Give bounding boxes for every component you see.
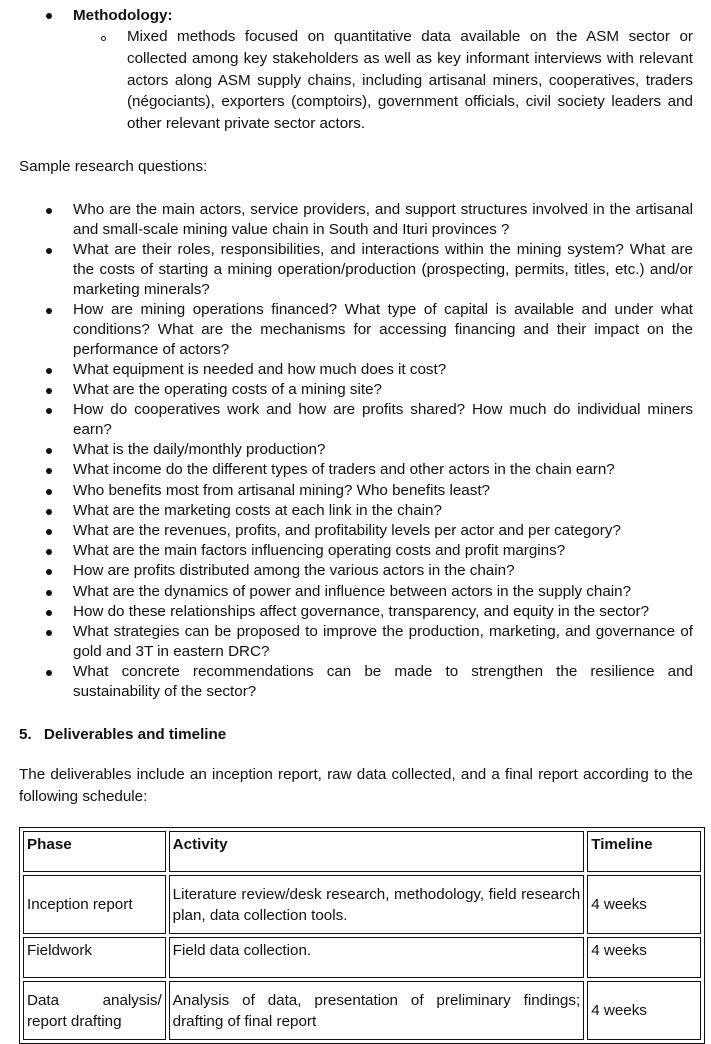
list-item: What is the daily/monthly production? bbox=[73, 441, 326, 458]
bullet-icon bbox=[46, 569, 52, 575]
cell-timeline: 4 weeks bbox=[587, 981, 701, 1040]
cell-phase: Inception report bbox=[23, 875, 166, 934]
cell-activity: Analysis of data, presentation of preliminary findings; drafting of final report bbox=[169, 981, 585, 1040]
bullet-icon bbox=[46, 13, 52, 19]
bullet-icon bbox=[46, 489, 52, 495]
cell-activity: Field data collection. bbox=[169, 937, 585, 978]
bullet-icon bbox=[46, 670, 52, 676]
header-phase: Phase bbox=[23, 831, 166, 872]
cell-phase: Data analysis/ report drafting bbox=[23, 981, 166, 1040]
list-item: What are the marketing costs at each link in the chain? bbox=[73, 502, 442, 519]
deliverables-intro: The deliverables include an inception report, raw data collected, and a final report according to the following schedule: bbox=[19, 766, 693, 805]
table-row bbox=[23, 937, 701, 978]
list-item: How are mining operations financed? What type of capital is available and under what conditions? What are the mechanisms for accessing financing and their impact on the performance of actors? bbox=[73, 301, 693, 358]
schedule-table bbox=[19, 827, 705, 1044]
cell-activity: Literature review/desk research, methodology, field research plan, data collection tools. bbox=[169, 875, 585, 934]
methodology-label: Methodology: bbox=[73, 7, 173, 24]
methodology-text: Mixed methods focused on quantitative data available on the ASM sector or collected among key stakeholders as well as key informant interviews with relevant actors along ASM supply chains, including artisanal miners, cooperatives, traders (négociants), exporters (comptoirs), government officials, civil society leaders and other relevant private sector actors. bbox=[127, 28, 693, 133]
list-item: Who benefits most from artisanal mining? Who benefits least? bbox=[73, 482, 491, 499]
list-item: What are their roles, responsibilities, and interactions within the mining system? What are the costs of starting a mining operation/production (prospecting, permits, titles, etc.) and/or marketing minerals? bbox=[73, 241, 693, 298]
list-item: What are the revenues, profits, and profitability levels per actor and per category? bbox=[73, 522, 621, 539]
bullet-icon bbox=[46, 610, 52, 616]
bullet-icon bbox=[46, 248, 52, 254]
list-item: How do cooperatives work and how are profits shared? How much do individual miners earn? bbox=[73, 401, 693, 438]
bullet-icon bbox=[46, 388, 52, 394]
bullet-icon bbox=[46, 549, 52, 555]
table-row bbox=[23, 875, 701, 934]
section-heading bbox=[19, 724, 226, 745]
list-item: How are profits distributed among the various actors in the chain? bbox=[73, 562, 515, 579]
bullet-icon bbox=[46, 468, 52, 474]
bullet-icon bbox=[46, 208, 52, 214]
table-row bbox=[23, 981, 701, 1040]
section-number: 5. bbox=[19, 726, 32, 743]
list-item: How do these relationships affect governance, transparency, and equity in the sector? bbox=[73, 603, 650, 620]
circle-bullet-icon bbox=[101, 36, 106, 41]
bullet-icon bbox=[46, 448, 52, 454]
bullet-icon bbox=[46, 368, 52, 374]
bullet-icon bbox=[46, 509, 52, 515]
bullet-icon bbox=[46, 408, 52, 414]
list-item: Who are the main actors, service providers, and support structures involved in the artisanal and small-scale mining value chain in South and Ituri provinces ? bbox=[73, 201, 693, 238]
cell-phase: Fieldwork bbox=[23, 937, 166, 978]
list-item: What are the operating costs of a mining site? bbox=[73, 381, 382, 398]
cell-timeline: 4 weeks bbox=[587, 875, 701, 934]
bullet-icon bbox=[46, 590, 52, 596]
bullet-icon bbox=[46, 308, 52, 314]
list-item: What concrete recommendations can be made to strengthen the resilience and sustainability of the sector? bbox=[73, 663, 693, 700]
cell-timeline: 4 weeks bbox=[587, 937, 701, 978]
header-timeline: Timeline bbox=[587, 831, 701, 872]
list-item: What are the dynamics of power and influence between actors in the supply chain? bbox=[73, 583, 632, 600]
list-item: What are the main factors influencing operating costs and profit margins? bbox=[73, 542, 566, 559]
bullet-icon bbox=[46, 630, 52, 636]
bullet-icon bbox=[46, 529, 52, 535]
list-item: What equipment is needed and how much does it cost? bbox=[73, 361, 447, 378]
list-item: What strategies can be proposed to improve the production, marketing, and governance of gold and 3T in eastern DRC? bbox=[73, 623, 693, 660]
table-header-row bbox=[23, 831, 701, 872]
sample-questions-intro: Sample research questions: bbox=[19, 158, 208, 175]
list-item: What income do the different types of traders and other actors in the chain earn? bbox=[73, 461, 615, 478]
section-title: Deliverables and timeline bbox=[43, 726, 227, 743]
header-activity: Activity bbox=[169, 831, 585, 872]
